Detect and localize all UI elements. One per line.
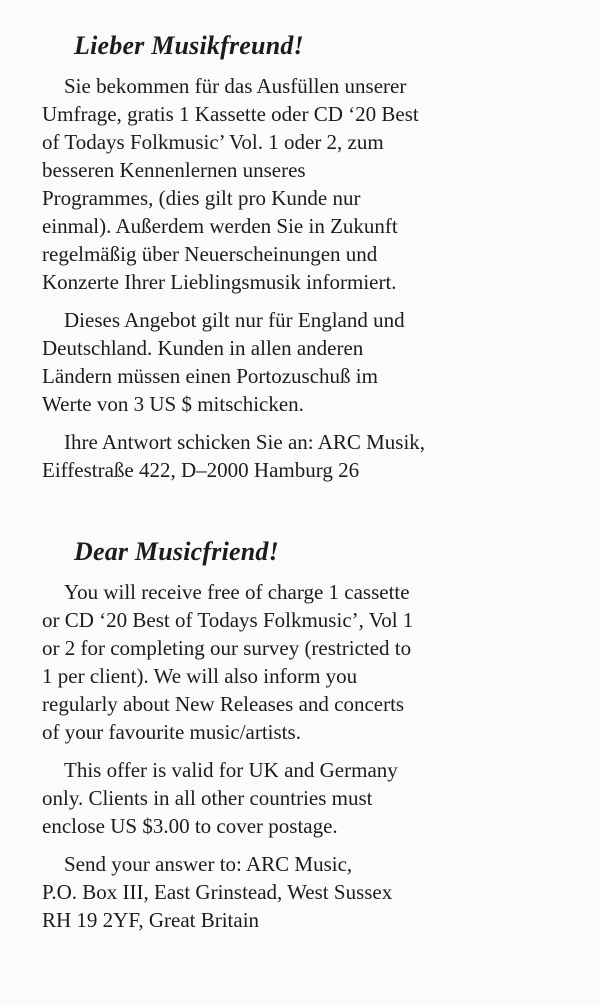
english-section (42, 536, 562, 944)
text-line: You will receive free of charge 1 cassette (64, 580, 410, 604)
text-line: regelmäßig über Neuerscheinungen und (42, 242, 378, 266)
german-section (42, 30, 562, 494)
text-line: Eiffestraße 422, D–2000 Hamburg 26 (42, 458, 360, 482)
english-paragraph-address (42, 850, 562, 934)
german-heading: Lieber Musikfreund! (74, 31, 304, 60)
text-line: This offer is valid for UK and Germany (64, 758, 398, 782)
text-line: einmal). Außerdem werden Sie in Zukunft (42, 214, 398, 238)
text-line: P.O. Box III, East Grinstead, West Sussex (42, 880, 393, 904)
english-heading: Dear Musicfriend! (74, 537, 279, 566)
text-line: Ihre Antwort schicken Sie an: ARC Musik, (64, 430, 426, 454)
text-line: only. Clients in all other countries must (42, 786, 373, 810)
text-line: Sie bekommen für das Ausfüllen unserer (64, 74, 407, 98)
text-line: Konzerte Ihrer Lieblingsmusik informiert. (42, 270, 397, 294)
text-line: Umfrage, gratis 1 Kassette oder CD ‘20 Best (42, 102, 419, 126)
text-line: Send your answer to: ARC Music, (64, 852, 353, 876)
text-line: RH 19 2YF, Great Britain (42, 908, 260, 932)
text-line: regularly about New Releases and concerts (42, 692, 405, 716)
text-line: 1 per client). We will also inform you (42, 664, 358, 688)
german-paragraph-validity (42, 306, 562, 418)
english-paragraph-offer (42, 578, 562, 746)
text-line: Ländern müssen einen Portozuschuß im (42, 364, 378, 388)
text-line: enclose US $3.00 to cover postage. (42, 814, 338, 838)
german-paragraph-offer (42, 72, 562, 296)
english-paragraph-validity (42, 756, 562, 840)
text-line: or 2 for completing our survey (restricted to (42, 636, 412, 660)
text-line: besseren Kennenlernen unseres (42, 158, 306, 182)
text-line: Programmes, (dies gilt pro Kunde nur (42, 186, 361, 210)
text-line: Dieses Angebot gilt nur für England und (64, 308, 405, 332)
text-line: of Todays Folkmusic’ Vol. 1 oder 2, zum (42, 130, 384, 154)
text-line: or CD ‘20 Best of Todays Folkmusic’, Vol 1 (42, 608, 414, 632)
german-paragraph-address (42, 428, 562, 484)
text-line: Deutschland. Kunden in allen anderen (42, 336, 364, 360)
text-line: Werte von 3 US $ mitschicken. (42, 392, 304, 416)
text-line: of your favourite music/artists. (42, 720, 301, 744)
